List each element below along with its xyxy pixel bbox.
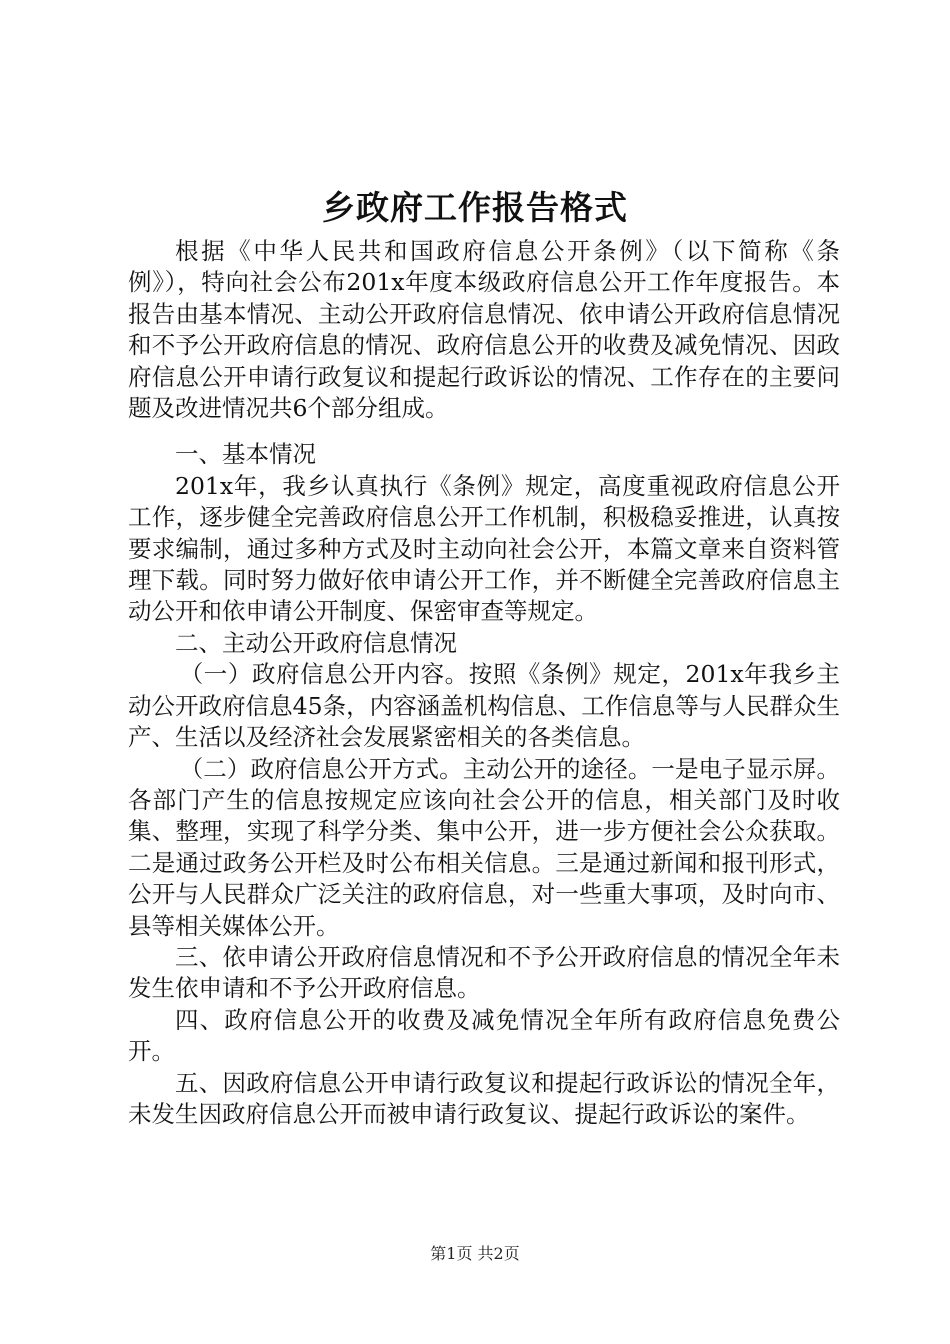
disclosure-method-paragraph: （二）政府信息公开方式。主动公开的途径。一是电子显示屏。各部门产生的信息按规定应该向社会公开的信息，相关部门及时收集、整理，实现了科学分类、集中公开，进一步方便社会公众获取。二是通过政务公开栏及时公布相关信息。三是通过新闻和报刊形式，公开与人民群众广泛关注的政府信息，对一些重大事项，及时向市、县等相关媒体公开。 <box>128 754 840 940</box>
appeals-paragraph: 五、因政府信息公开申请行政复议和提起行政诉讼的情况全年，未发生因政府信息公开而被申请行政复议、提起行政诉讼的案件。 <box>128 1068 840 1128</box>
document-body <box>128 236 840 1130</box>
fees-paragraph: 四、政府信息公开的收费及减免情况全年所有政府信息免费公开。 <box>128 1005 840 1066</box>
section-heading-basic: 一、基本情况 <box>175 440 316 469</box>
section-heading-active-disclosure: 二、主动公开政府信息情况 <box>175 628 457 657</box>
basic-situation-paragraph: 201x年，我乡认真执行《条例》规定，高度重视政府信息公开工作，逐步健全完善政府信息公开工作机制，积极稳妥推进，认真按要求编制，通过多种方式及时主动向社会公开，本篇文章来自资料管理下载。同时努力做好依申请公开工作，并不断健全完善政府信息主动公开和依申请公开制度、保密审查等规定。 <box>128 471 840 626</box>
document-title: 乡政府工作报告格式 <box>322 188 628 227</box>
page-footer: 第1页 共2页 <box>430 1244 520 1263</box>
disclosure-content-paragraph: （一）政府信息公开内容。按照《条例》规定，201x年我乡主动公开政府信息45条，内容涵盖机构信息、工作信息等与人民群众生产、生活以及经济社会发展紧密相关的各类信息。 <box>128 660 840 752</box>
intro-paragraph: 根据《中华人民共和国政府信息公开条例》（以下简称《条例》），特向社会公布201x年度本级政府信息公开工作年度报告。本报告由基本情况、主动公开政府信息情况、依申请公开政府信息情况和不予公开政府信息的情况、政府信息公开的收费及减免情况、因政府信息公开申请行政复议和提起行政诉讼的情况、工作存在的主要问题及改进情况共6个部分组成。 <box>128 237 840 423</box>
application-disclosure-paragraph: 三、依申请公开政府信息情况和不予公开政府信息的情况全年未发生依申请和不予公开政府信息。 <box>128 942 840 1003</box>
